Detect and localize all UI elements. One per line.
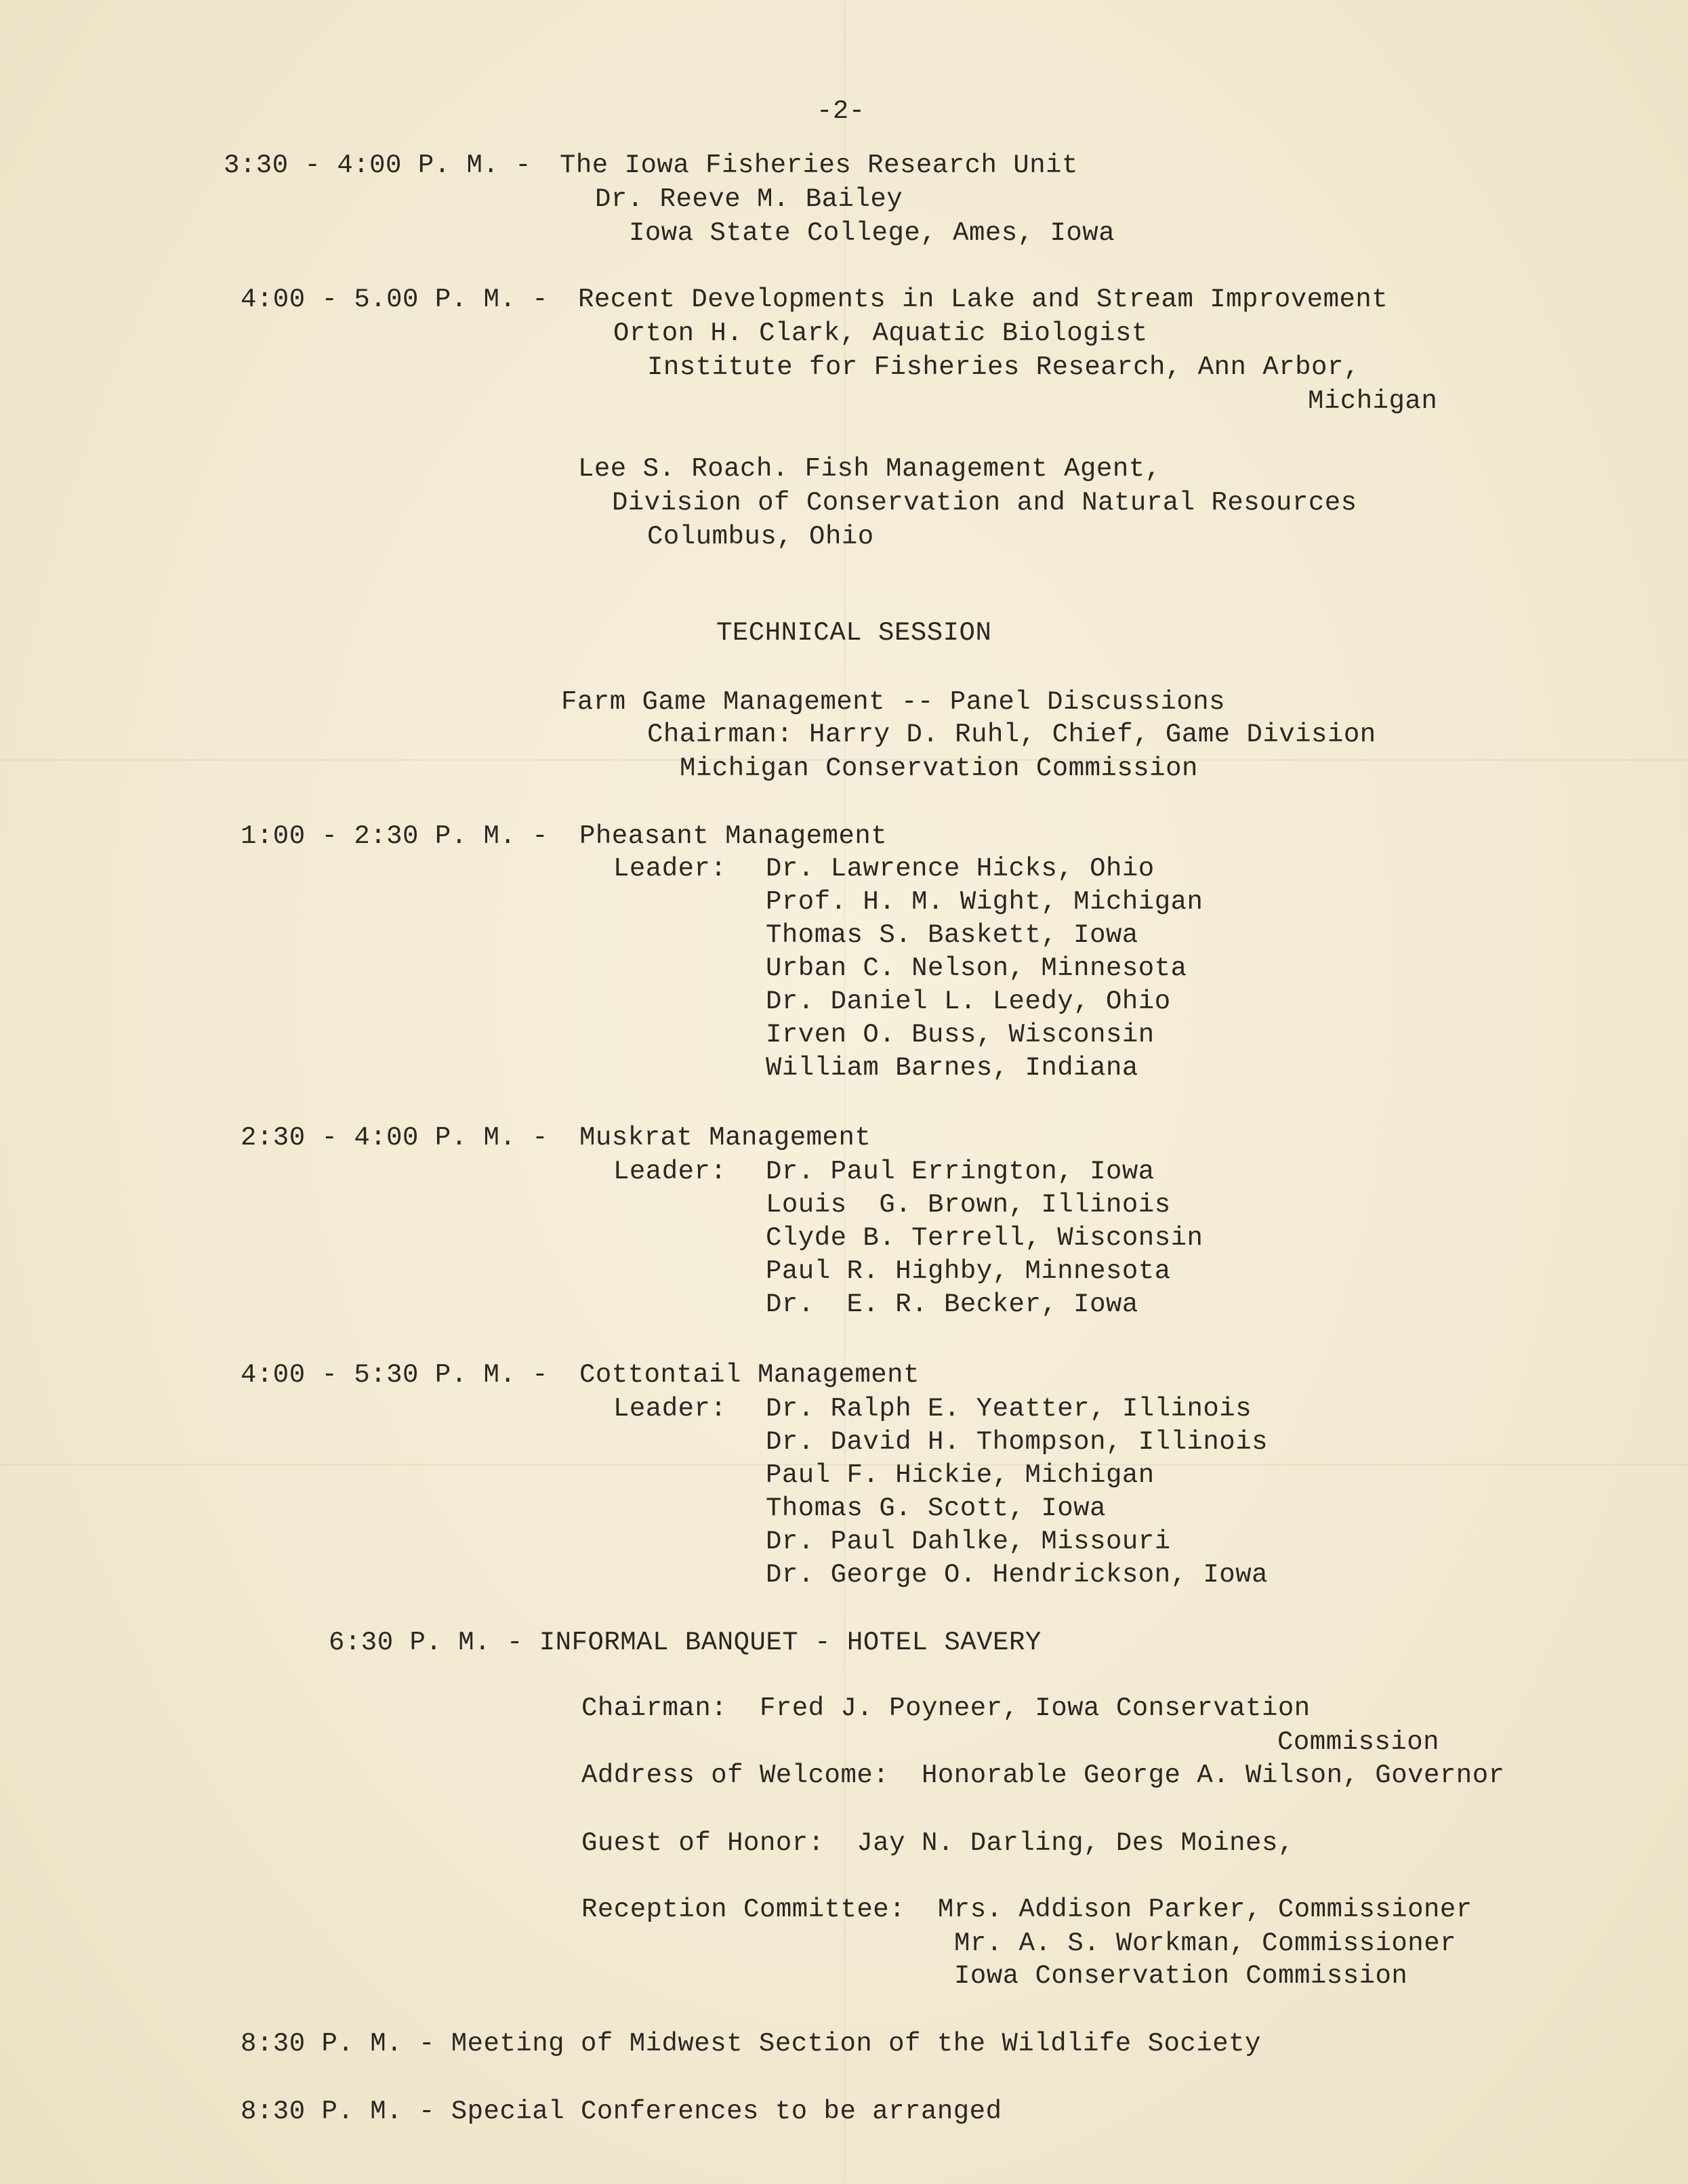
leader-name: Dr. David H. Thompson, Illinois [766,1427,1269,1457]
time-slot: 1:00 - 2:30 P. M. - [241,821,549,851]
leader-name: Clyde B. Terrell, Wisconsin [766,1223,1203,1253]
banquet-chairman: Chairman: Fred J. Poyneer, Iowa Conservation [581,1693,1311,1723]
speaker-affiliation: Division of Conservation and Natural Resources [612,488,1357,518]
leader-name: Thomas G. Scott, Iowa [766,1493,1106,1523]
banquet-chairman-cont: Commission [1277,1727,1440,1757]
time-slot: 2:30 - 4:00 P. M. - [241,1123,549,1153]
leader-name: Dr. E. R. Becker, Iowa [766,1290,1138,1319]
leader-name: Prof. H. M. Wight, Michigan [766,887,1203,917]
leader-name: Dr. George O. Hendrickson, Iowa [766,1560,1269,1590]
leader-name: Dr. Lawrence Hicks, Ohio [766,854,1155,884]
speaker-name: Orton H. Clark, Aquatic Biologist [613,318,1148,348]
session-title: Recent Developments in Lake and Stream Improvement [578,285,1388,314]
leader-name: Irven O. Buss, Wisconsin [766,1020,1155,1050]
leader-list [766,852,1203,1085]
speaker-affiliation: Institute for Fisheries Research, Ann Arbor, [647,352,1360,382]
time-slot: 4:00 - 5:30 P. M. - [241,1360,549,1390]
panel-title: Muskrat Management [579,1123,871,1153]
guest-of-honor: Guest of Honor: Jay N. Darling, Des Moines, [581,1828,1294,1858]
leader-label: Leader: [613,1394,727,1424]
panel-title: Pheasant Management [579,821,888,851]
session-title: The Iowa Fisheries Research Unit [560,150,1078,180]
speaker-name: Lee S. Roach. Fish Management Agent, [578,454,1161,484]
address-of-welcome: Address of Welcome: Honorable George A. Wilson, Governor [581,1760,1505,1790]
leader-name: Paul F. Hickie, Michigan [766,1460,1155,1490]
leader-label: Leader: [613,854,727,884]
leader-name: Urban C. Nelson, Minnesota [766,953,1187,983]
leader-name: Louis G. Brown, Illinois [766,1190,1171,1220]
leader-label: Leader: [613,1157,727,1187]
chairman-line: Chairman: Harry D. Ruhl, Chief, Game Division [647,720,1376,749]
speaker-name: Dr. Reeve M. Bailey [595,184,903,214]
evening-item: 8:30 P. M. - Meeting of Midwest Section of the Wildlife Society [241,2029,1261,2059]
leader-name: William Barnes, Indiana [766,1053,1138,1083]
leader-name: Dr. Daniel L. Leedy, Ohio [766,987,1171,1016]
leader-name: Paul R. Highby, Minnesota [766,1256,1171,1286]
reception-committee: Reception Committee: Mrs. Addison Parker, Commissioner [581,1895,1473,1924]
panel-title: Cottontail Management [579,1360,920,1390]
leader-name: Dr. Paul Dahlke, Missouri [766,1527,1171,1557]
chairman-affiliation: Michigan Conservation Commission [680,754,1198,783]
time-slot: 3:30 - 4:00 P. M. - [224,150,532,180]
banquet-heading: 6:30 P. M. - INFORMAL BANQUET - HOTEL SAVERY [329,1628,1042,1657]
leader-name: Thomas S. Baskett, Iowa [766,920,1138,950]
reception-member: Mr. A. S. Workman, Commissioner [954,1929,1457,1958]
reception-member: Iowa Conservation Commission [954,1961,1408,1991]
evening-item: 8:30 P. M. - Special Conferences to be arranged [241,2097,1002,2126]
speaker-affiliation: Columbus, Ohio [647,522,874,552]
page-number: -2- [817,96,865,126]
speaker-affiliation: Iowa State College, Ames, Iowa [629,218,1115,248]
leader-list [766,1393,1268,1592]
time-slot: 4:00 - 5.00 P. M. - [241,285,549,314]
section-heading: TECHNICAL SESSION [716,618,992,648]
leader-name: Dr. Ralph E. Yeatter, Illinois [766,1394,1252,1424]
session-subtitle: Farm Game Management -- Panel Discussions [561,687,1226,717]
leader-list [766,1155,1203,1321]
speaker-affiliation: Michigan [1308,386,1438,416]
leader-name: Dr. Paul Errington, Iowa [766,1157,1155,1187]
